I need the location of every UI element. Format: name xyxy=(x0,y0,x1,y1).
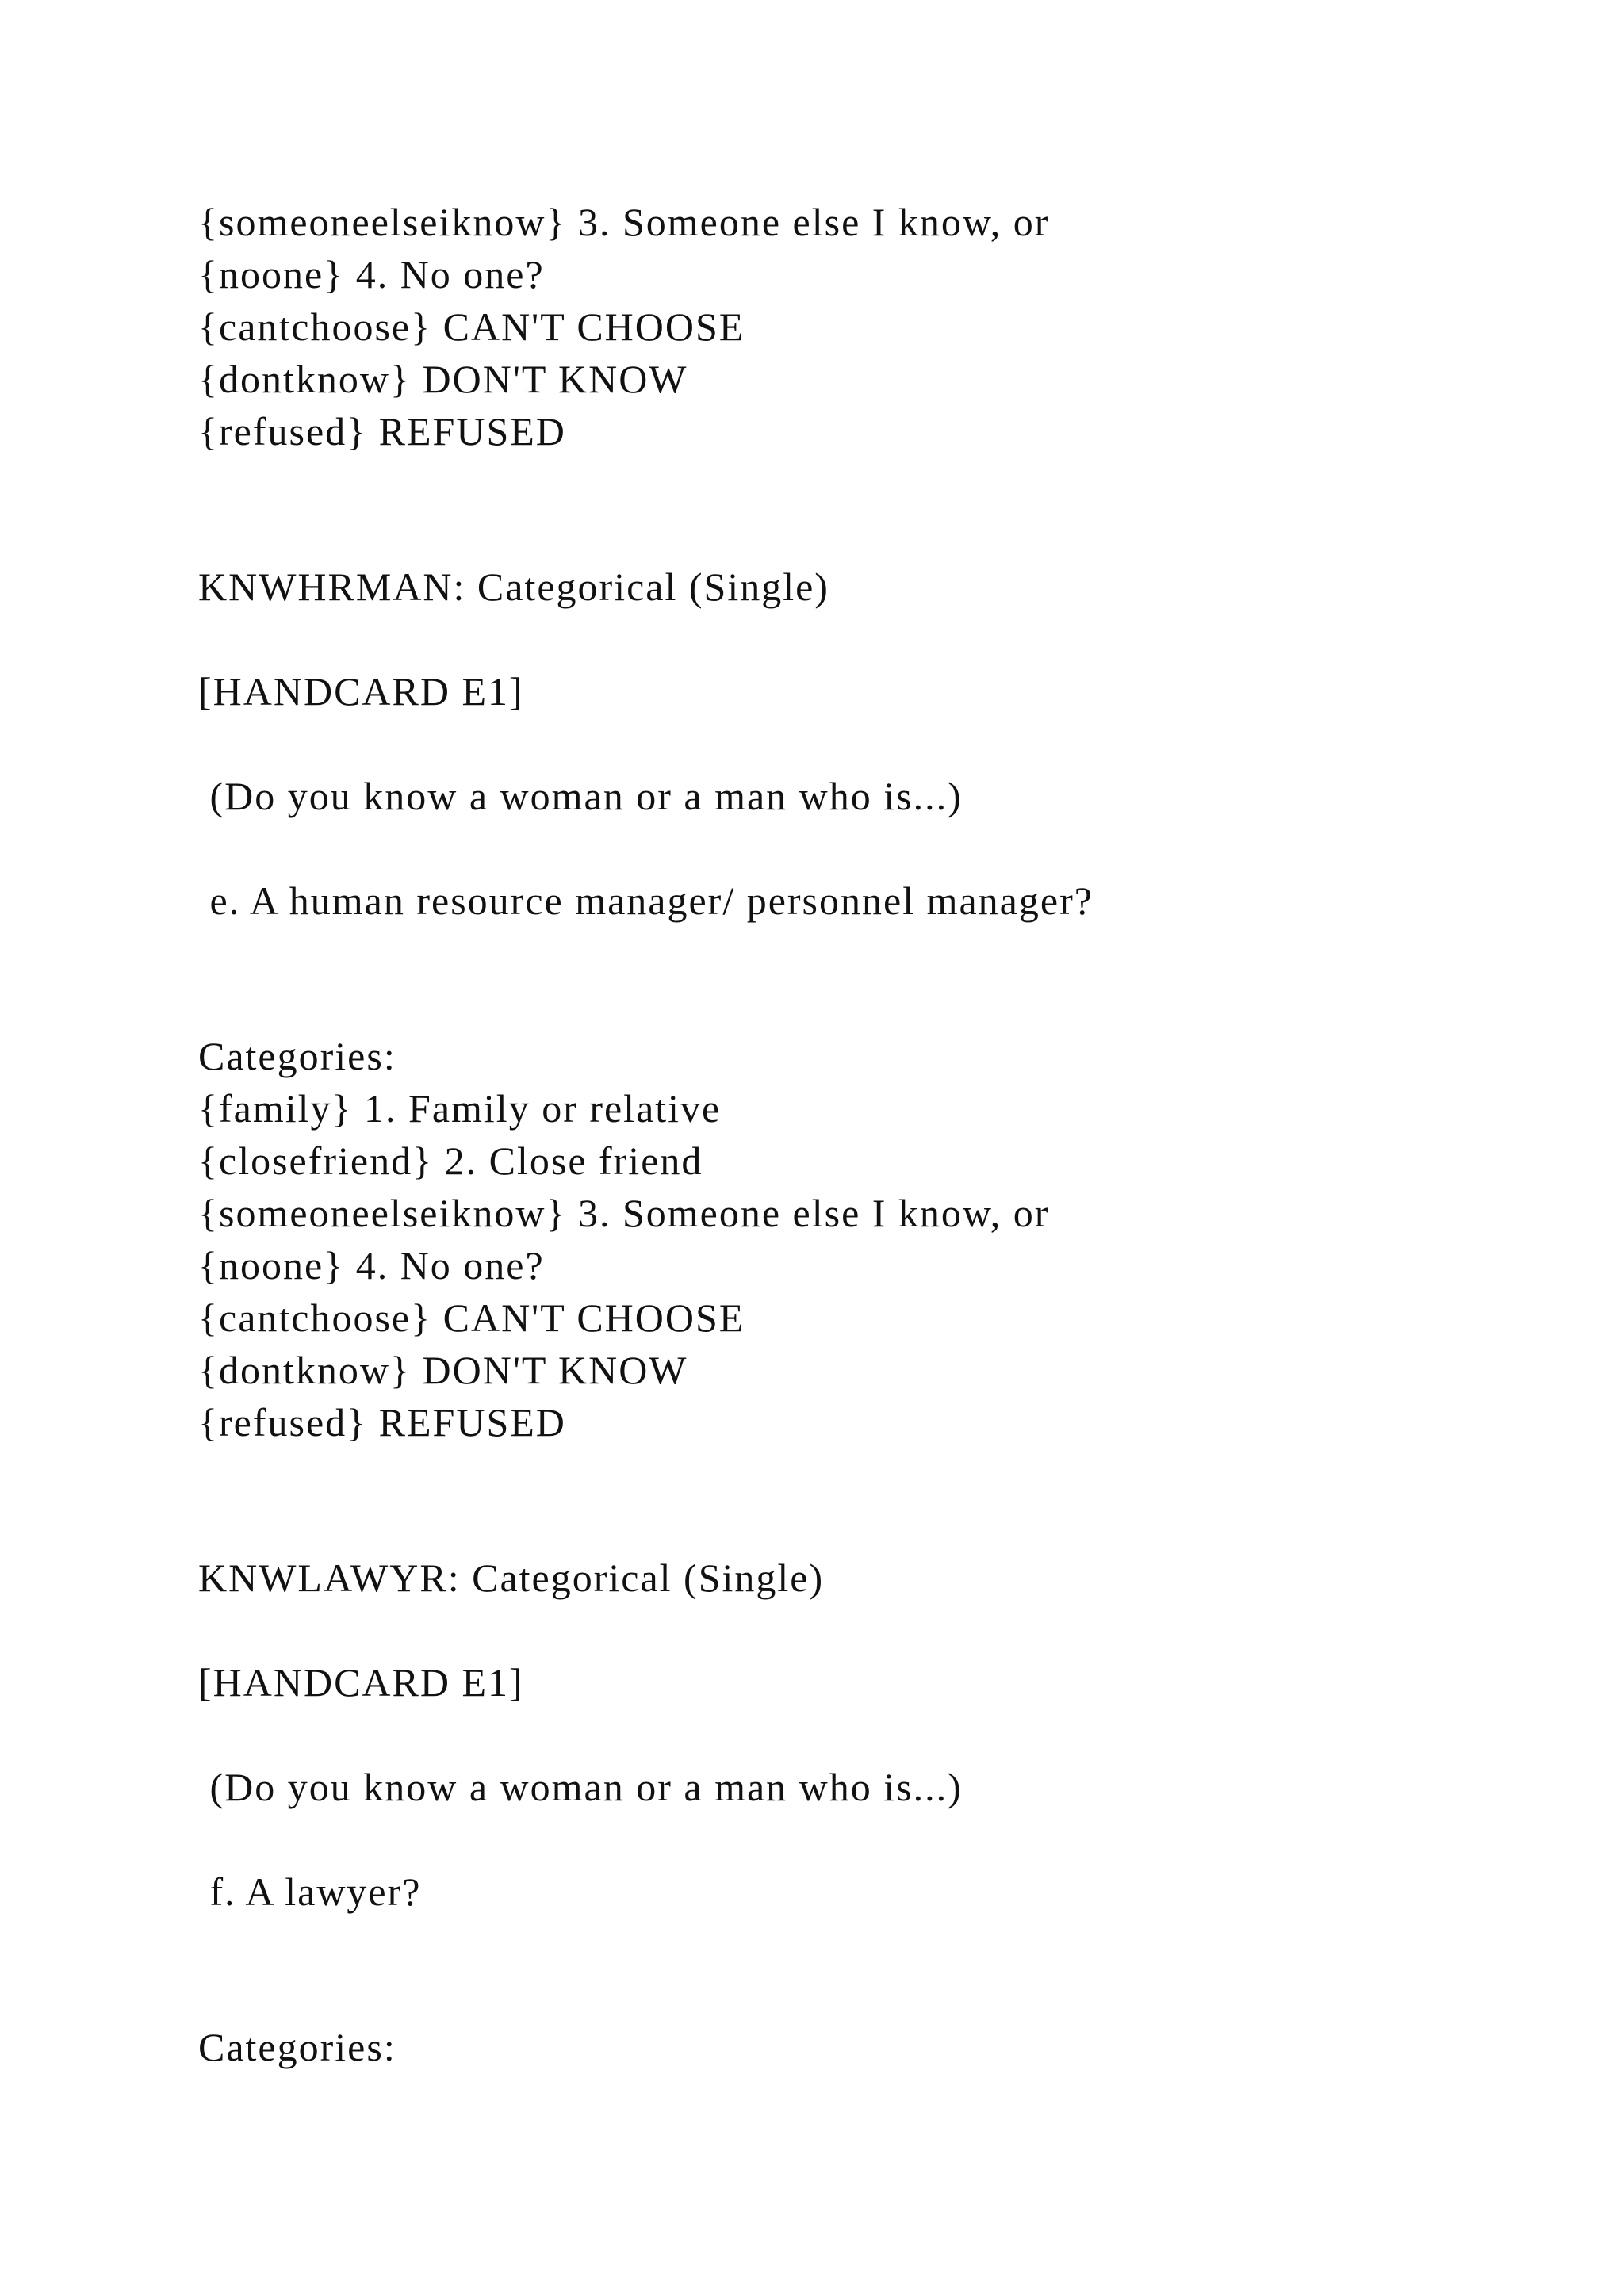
category-option: {dontknow} DON'T KNOW xyxy=(198,1348,688,1392)
category-option: {noone} 4. No one? xyxy=(198,252,545,297)
handcard-label: [HANDCARD E1] xyxy=(198,669,524,714)
question-item: f. A lawyer? xyxy=(198,1869,422,1914)
category-option: {refused} REFUSED xyxy=(198,409,566,453)
question-prompt: (Do you know a woman or a man who is...) xyxy=(198,774,963,818)
category-option: {cantchoose} CAN'T CHOOSE xyxy=(198,1295,745,1340)
category-option: {closefriend} 2. Close friend xyxy=(198,1138,703,1183)
categories-label: Categories: xyxy=(198,1034,396,1078)
categories-label: Categories: xyxy=(198,2025,396,2069)
category-option: {refused} REFUSED xyxy=(198,1400,566,1445)
category-option: {cantchoose} CAN'T CHOOSE xyxy=(198,304,745,349)
category-option: {someoneelseiknow} 3. Someone else I know, or xyxy=(198,1191,1050,1235)
question-prompt: (Do you know a woman or a man who is...) xyxy=(198,1765,963,1809)
question-header: KNWHRMAN: Categorical (Single) xyxy=(198,564,829,609)
category-option: {family} 1. Family or relative xyxy=(198,1086,722,1131)
category-option: {dontknow} DON'T KNOW xyxy=(198,357,688,401)
handcard-label: [HANDCARD E1] xyxy=(198,1660,524,1705)
question-item: e. A human resource manager/ personnel manager? xyxy=(198,878,1094,923)
category-option: {noone} 4. No one? xyxy=(198,1243,545,1288)
question-header: KNWLAWYR: Categorical (Single) xyxy=(198,1556,825,1600)
category-option: {someoneelseiknow} 3. Someone else I know, or xyxy=(198,200,1050,244)
